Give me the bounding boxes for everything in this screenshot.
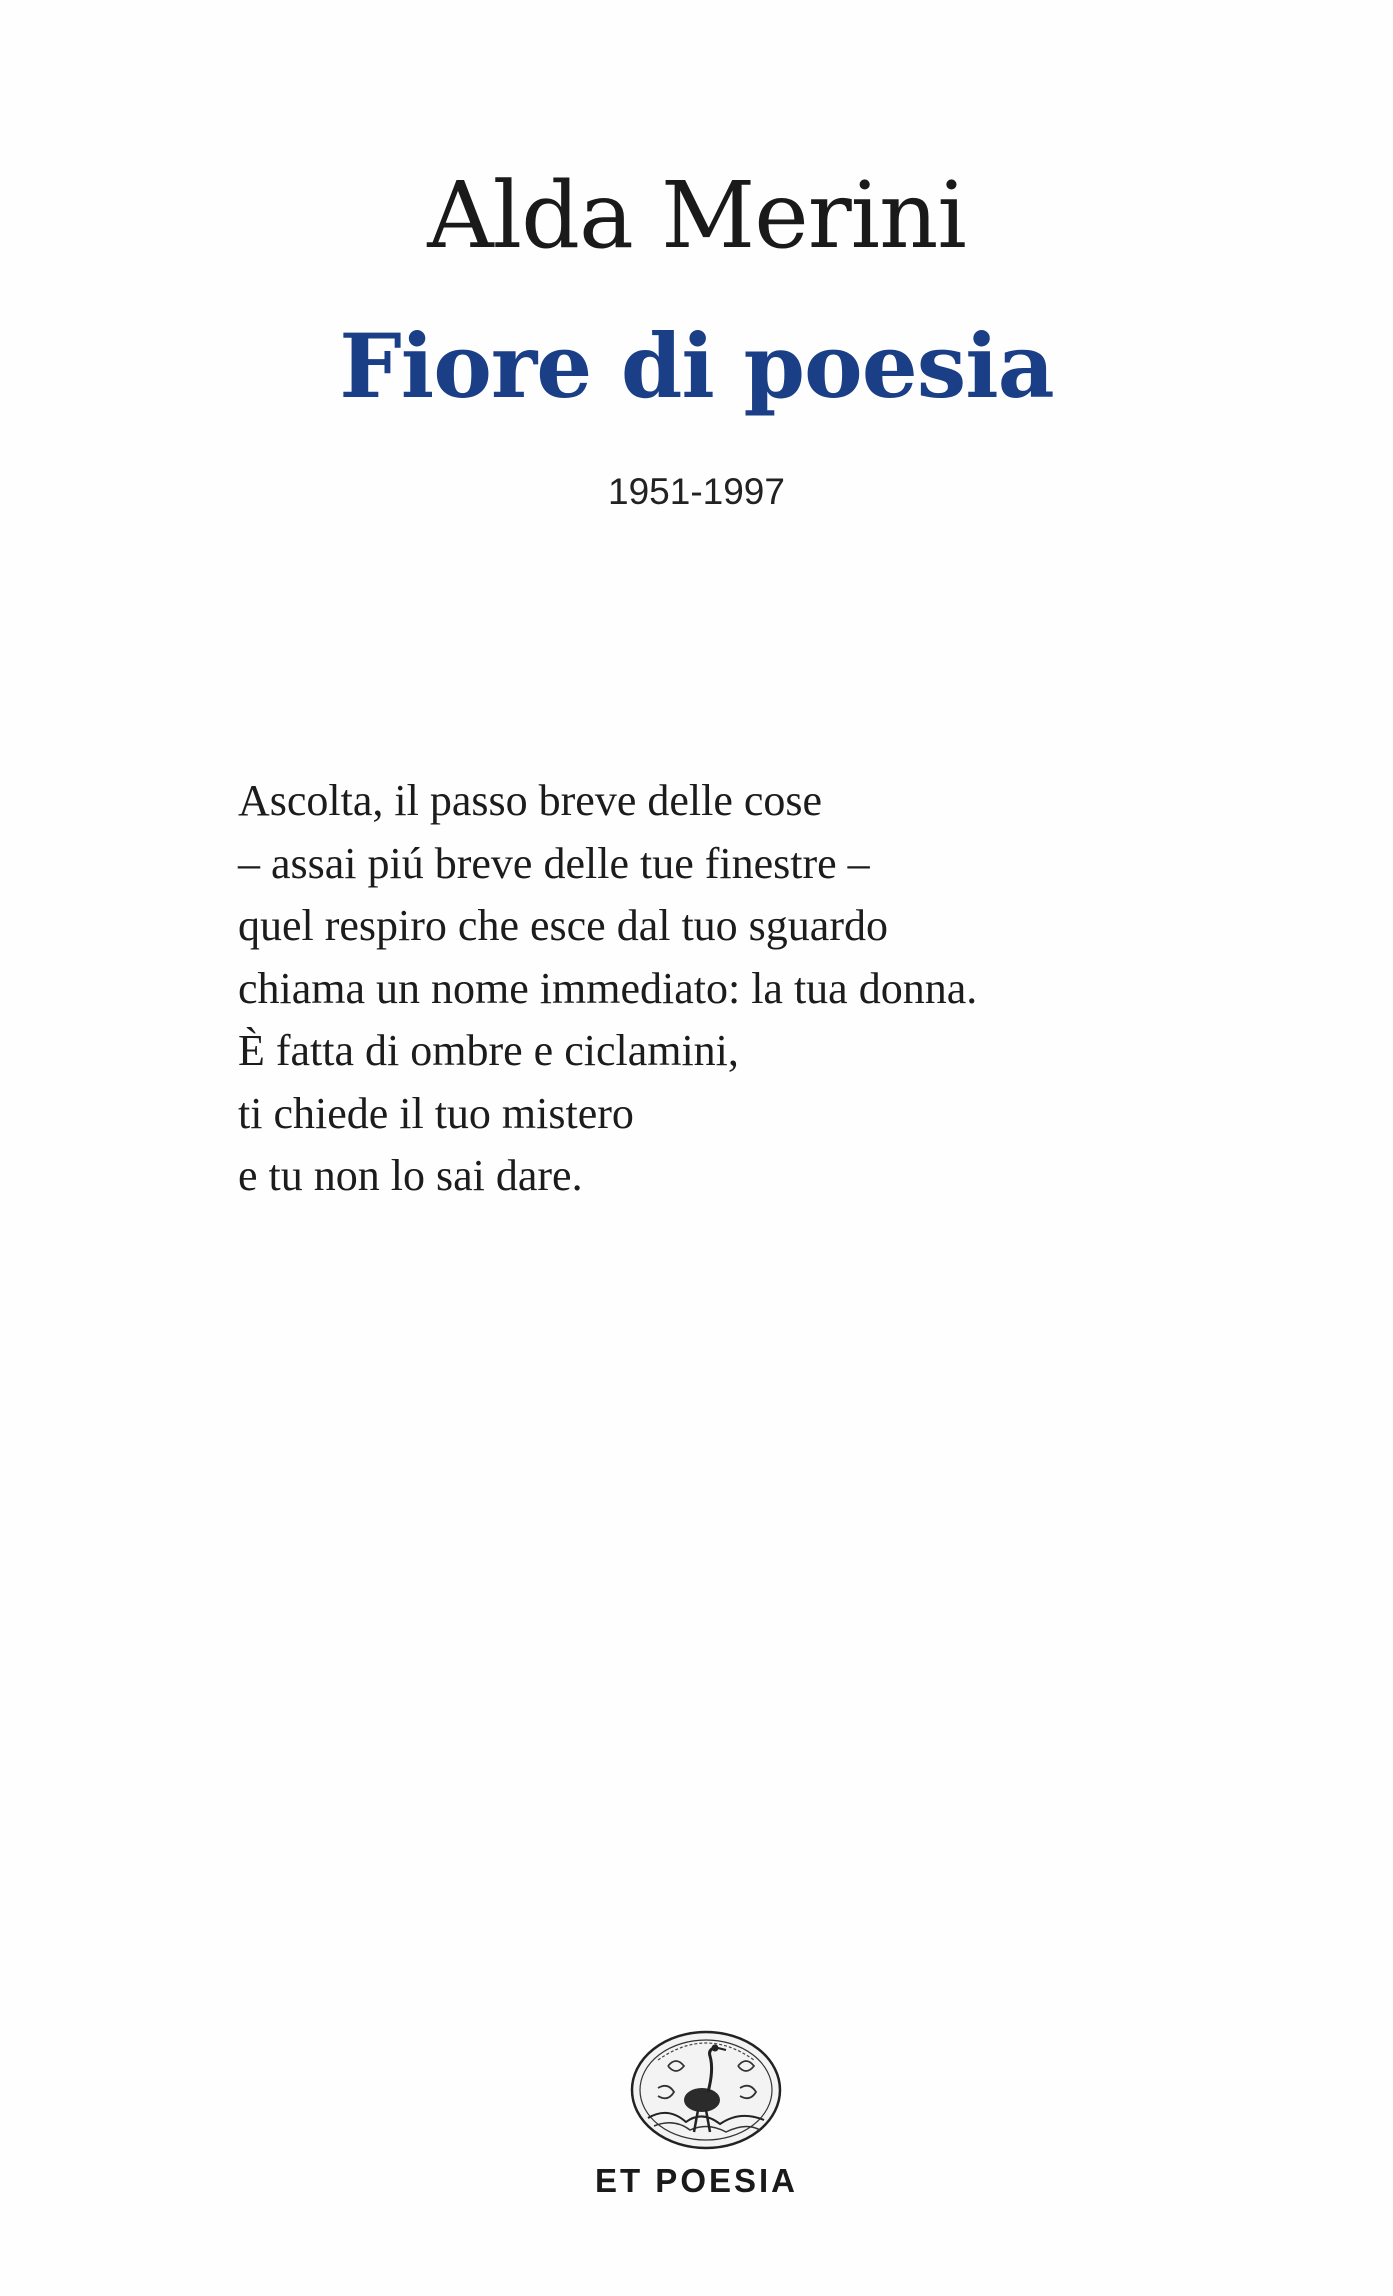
- author-name: Alda Merini: [427, 162, 966, 269]
- publisher-imprint: ET POESIA: [594, 2162, 799, 2199]
- poem-line: È fatta di ombre e ciclamini,: [238, 1026, 739, 1075]
- ostrich-emblem-icon: [628, 2026, 784, 2154]
- poem-line: quel respiro che esce dal tuo sguardo: [238, 901, 888, 950]
- publication-years: 1951-1997: [608, 471, 785, 512]
- poem-line: e tu non lo sai dare.: [238, 1151, 583, 1200]
- poem-line: Ascolta, il passo breve delle cose: [238, 776, 823, 825]
- poem-line: – assai piú breve delle tue finestre –: [238, 838, 870, 888]
- poem-excerpt: [238, 770, 1238, 1208]
- poem-line: chiama un nome immediato: la tua donna.: [238, 963, 978, 1013]
- book-title: Fiore di poesia: [339, 314, 1054, 418]
- poem-line: ti chiede il tuo mistero: [238, 1088, 634, 1138]
